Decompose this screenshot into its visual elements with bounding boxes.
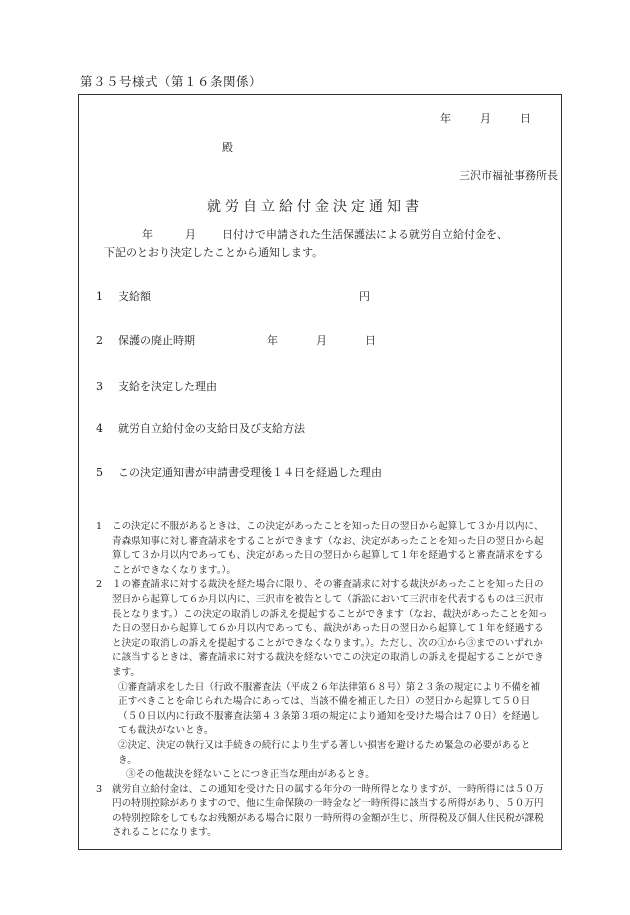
item-number: 4 <box>96 422 103 435</box>
note-2-sub-3 <box>96 768 548 783</box>
note-text: 就労自立給付金は、この通知を受けた日の属する年分の一時所得となりますが、一時所得には５０万円の特別控除がありますので、他に生命保険の一時金など一時所得に該当する所得があり、５０万円の特別控除をしてもなお残額がある場合に限り一時所得の金額が生じ、所得税及び個人住民税が課税されることになります。 <box>112 783 544 839</box>
item-label: この決定通知書が申請書受理後１４日を経過した理由 <box>118 466 382 479</box>
item-number: 1 <box>96 290 103 303</box>
item-label: 就労自立給付金の支給日及び支給方法 <box>118 422 305 435</box>
item-delay-reason <box>96 464 382 480</box>
item-yen-unit: 円 <box>359 290 370 303</box>
note-number: 3 <box>96 783 103 795</box>
note-text: ③その他裁決を経ないことにつき正当な理由があるとき。 <box>126 769 375 781</box>
issue-date <box>440 110 531 126</box>
item-reason <box>96 378 217 394</box>
item-abolition-date <box>96 332 376 348</box>
body-year: 年 <box>142 228 153 241</box>
item-number: 5 <box>96 466 103 479</box>
date-day-label: 日 <box>520 112 531 125</box>
note-3 <box>96 783 548 841</box>
item-label: 支給を決定した理由 <box>118 380 217 393</box>
note-text: ①審査請求をした日（行政不服審査法（平成２６年法律第６８号）第２３条の規定により不備を補正すべきことを命じられた場合にあっては、当該不備を補正した日）の翌日から起算して５０日（５０日以内に行政不服審査法第４３条第３項の規定により通知を受けた場合は７０日）を経過しても裁決がないとき。 <box>118 681 541 737</box>
date-month-label: 月 <box>480 112 491 125</box>
item-year: 年 <box>267 334 278 347</box>
item-number: 2 <box>96 334 103 347</box>
note-number: 2 <box>96 579 103 591</box>
form-number: 第３５号様式（第１６条関係） <box>80 74 263 89</box>
item-number: 3 <box>96 380 103 393</box>
item-month: 月 <box>316 334 327 347</box>
body-line-2: 下記のとおり決定したことから通知します。 <box>104 246 324 259</box>
note-2 <box>96 578 548 680</box>
note-text: この決定に不服があるときは、この決定があったことを知った日の翌日から起算して３か月以内に、青森県知事に対し審査請求をすることができます（なお、決定があったことを知った日の翌日から起算して３か月以内であっても、決定があった日の翌日から起算して１年を経過すると審査請求をすることができなくなります。）。 <box>112 521 544 576</box>
item-payment-method <box>96 420 305 436</box>
issuer-name: 三沢市福祉事務所長 <box>459 169 558 182</box>
body-month: 月 <box>185 228 196 241</box>
note-number: 1 <box>96 521 103 532</box>
body-line-1 <box>104 226 544 244</box>
body-text <box>104 226 544 262</box>
item-label: 支給額 <box>118 290 151 303</box>
addressee-suffix: 殿 <box>222 141 233 154</box>
note-2-sub-2 <box>96 739 548 768</box>
item-label: 保護の廃止時期 <box>118 334 195 347</box>
item-amount <box>96 288 370 304</box>
note-1 <box>96 520 548 578</box>
note-text: ②決定、決定の執行又は手続きの続行により生ずる著しい損害を避けるため緊急の必要があるとき。 <box>118 739 531 766</box>
date-year-label: 年 <box>440 112 451 125</box>
note-text: １の審査請求に対する裁決を経た場合に限り、その審査請求に対する裁決があったことを知った日の翌日から起算して６か月以内に、三沢市を被告として（訴訟において三沢市を代表するものは三沢市長となります。）この決定の取消しの訴えを提起することができます（なお、裁決があったことを知った日の翌日から起算して６か月以内であっても、裁決があった日の翌日から起算して１年を経過すると決定の取消しの訴えを提起することができなくなります。）。ただし、次の①から③までのいずれかに該当するときは、審査請求に対する裁決を経ないでこの決定の取消しの訴えを提起することができます。 <box>112 579 548 678</box>
notes-section <box>96 520 548 841</box>
body-line-1-rest: 日付けで申請された生活保護法による就労自立給付金を、 <box>222 228 508 241</box>
document-title: 就労自立給付金決定通知書 <box>207 199 423 215</box>
item-day: 日 <box>365 334 376 347</box>
note-2-sub-1 <box>96 681 548 739</box>
